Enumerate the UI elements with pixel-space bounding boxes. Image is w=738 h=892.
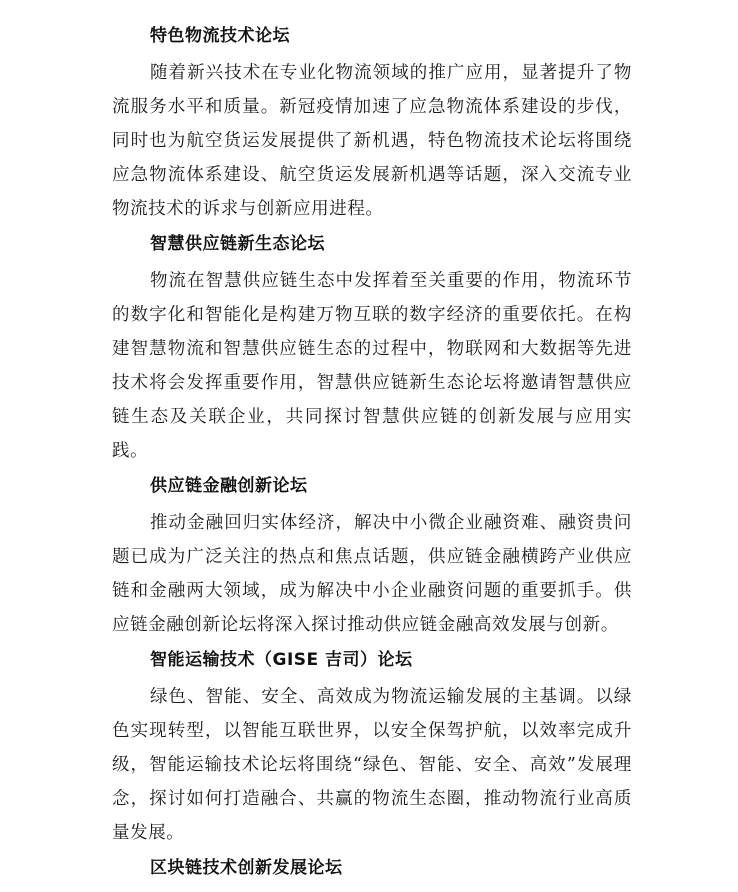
section-intelligent-transport	[112, 646, 632, 850]
section-smart-supply-chain	[112, 230, 632, 468]
section-heading: 智能运输技术（GISE 吉司）论坛	[150, 650, 413, 670]
section-paragraph: 绿色、智能、安全、高效成为物流运输发展的主基调。以绿色实现转型，以智能互联世界，以安全保驾护航，以效率完成升级，智能运输技术论坛将围绕“绿色、智能、安全、高效”发展理念，探讨如何打造融合、共赢的物流生态圈，推动物流行业高质量发展。	[112, 687, 632, 843]
section-paragraph: 随着新兴技术在专业化物流领域的推广应用，显著提升了物流服务水平和质量。新冠疫情加速了应急物流体系建设的步伐，同时也为航空货运发展提供了新机遇，特色物流技术论坛将围绕应急物流体系建设、航空货运发展新机遇等话题，深入交流专业物流技术的诉求与创新应用进程。	[112, 63, 632, 219]
section-paragraph: 推动金融回归实体经济，解决中小微企业融资难、融资贵问题已成为广泛关注的热点和焦点话题，供应链金融横跨产业供应链和金融两大领域，成为解决中小企业融资问题的重要抓手。供应链金融创新论坛将深入探讨推动供应链金融高效发展与创新。	[112, 513, 632, 635]
section-heading: 智慧供应链新生态论坛	[150, 234, 325, 254]
document-page	[112, 22, 632, 888]
section-heading: 特色物流技术论坛	[150, 26, 290, 46]
section-heading: 供应链金融创新论坛	[150, 476, 308, 496]
section-blockchain	[112, 854, 632, 882]
section-paragraph: 物流在智慧供应链生态中发挥着至关重要的作用，物流环节的数字化和智能化是构建万物互联的数字经济的重要依托。在构建智慧物流和智慧供应链生态的过程中，物联网和大数据等先进技术将会发挥重要作用，智慧供应链新生态论坛将邀请智慧供应链生态及关联企业，共同探讨智慧供应链的创新发展与应用实践。	[112, 271, 632, 461]
section-special-logistics	[112, 22, 632, 226]
section-supply-chain-finance	[112, 472, 632, 642]
section-heading: 区块链技术创新发展论坛	[150, 858, 343, 878]
